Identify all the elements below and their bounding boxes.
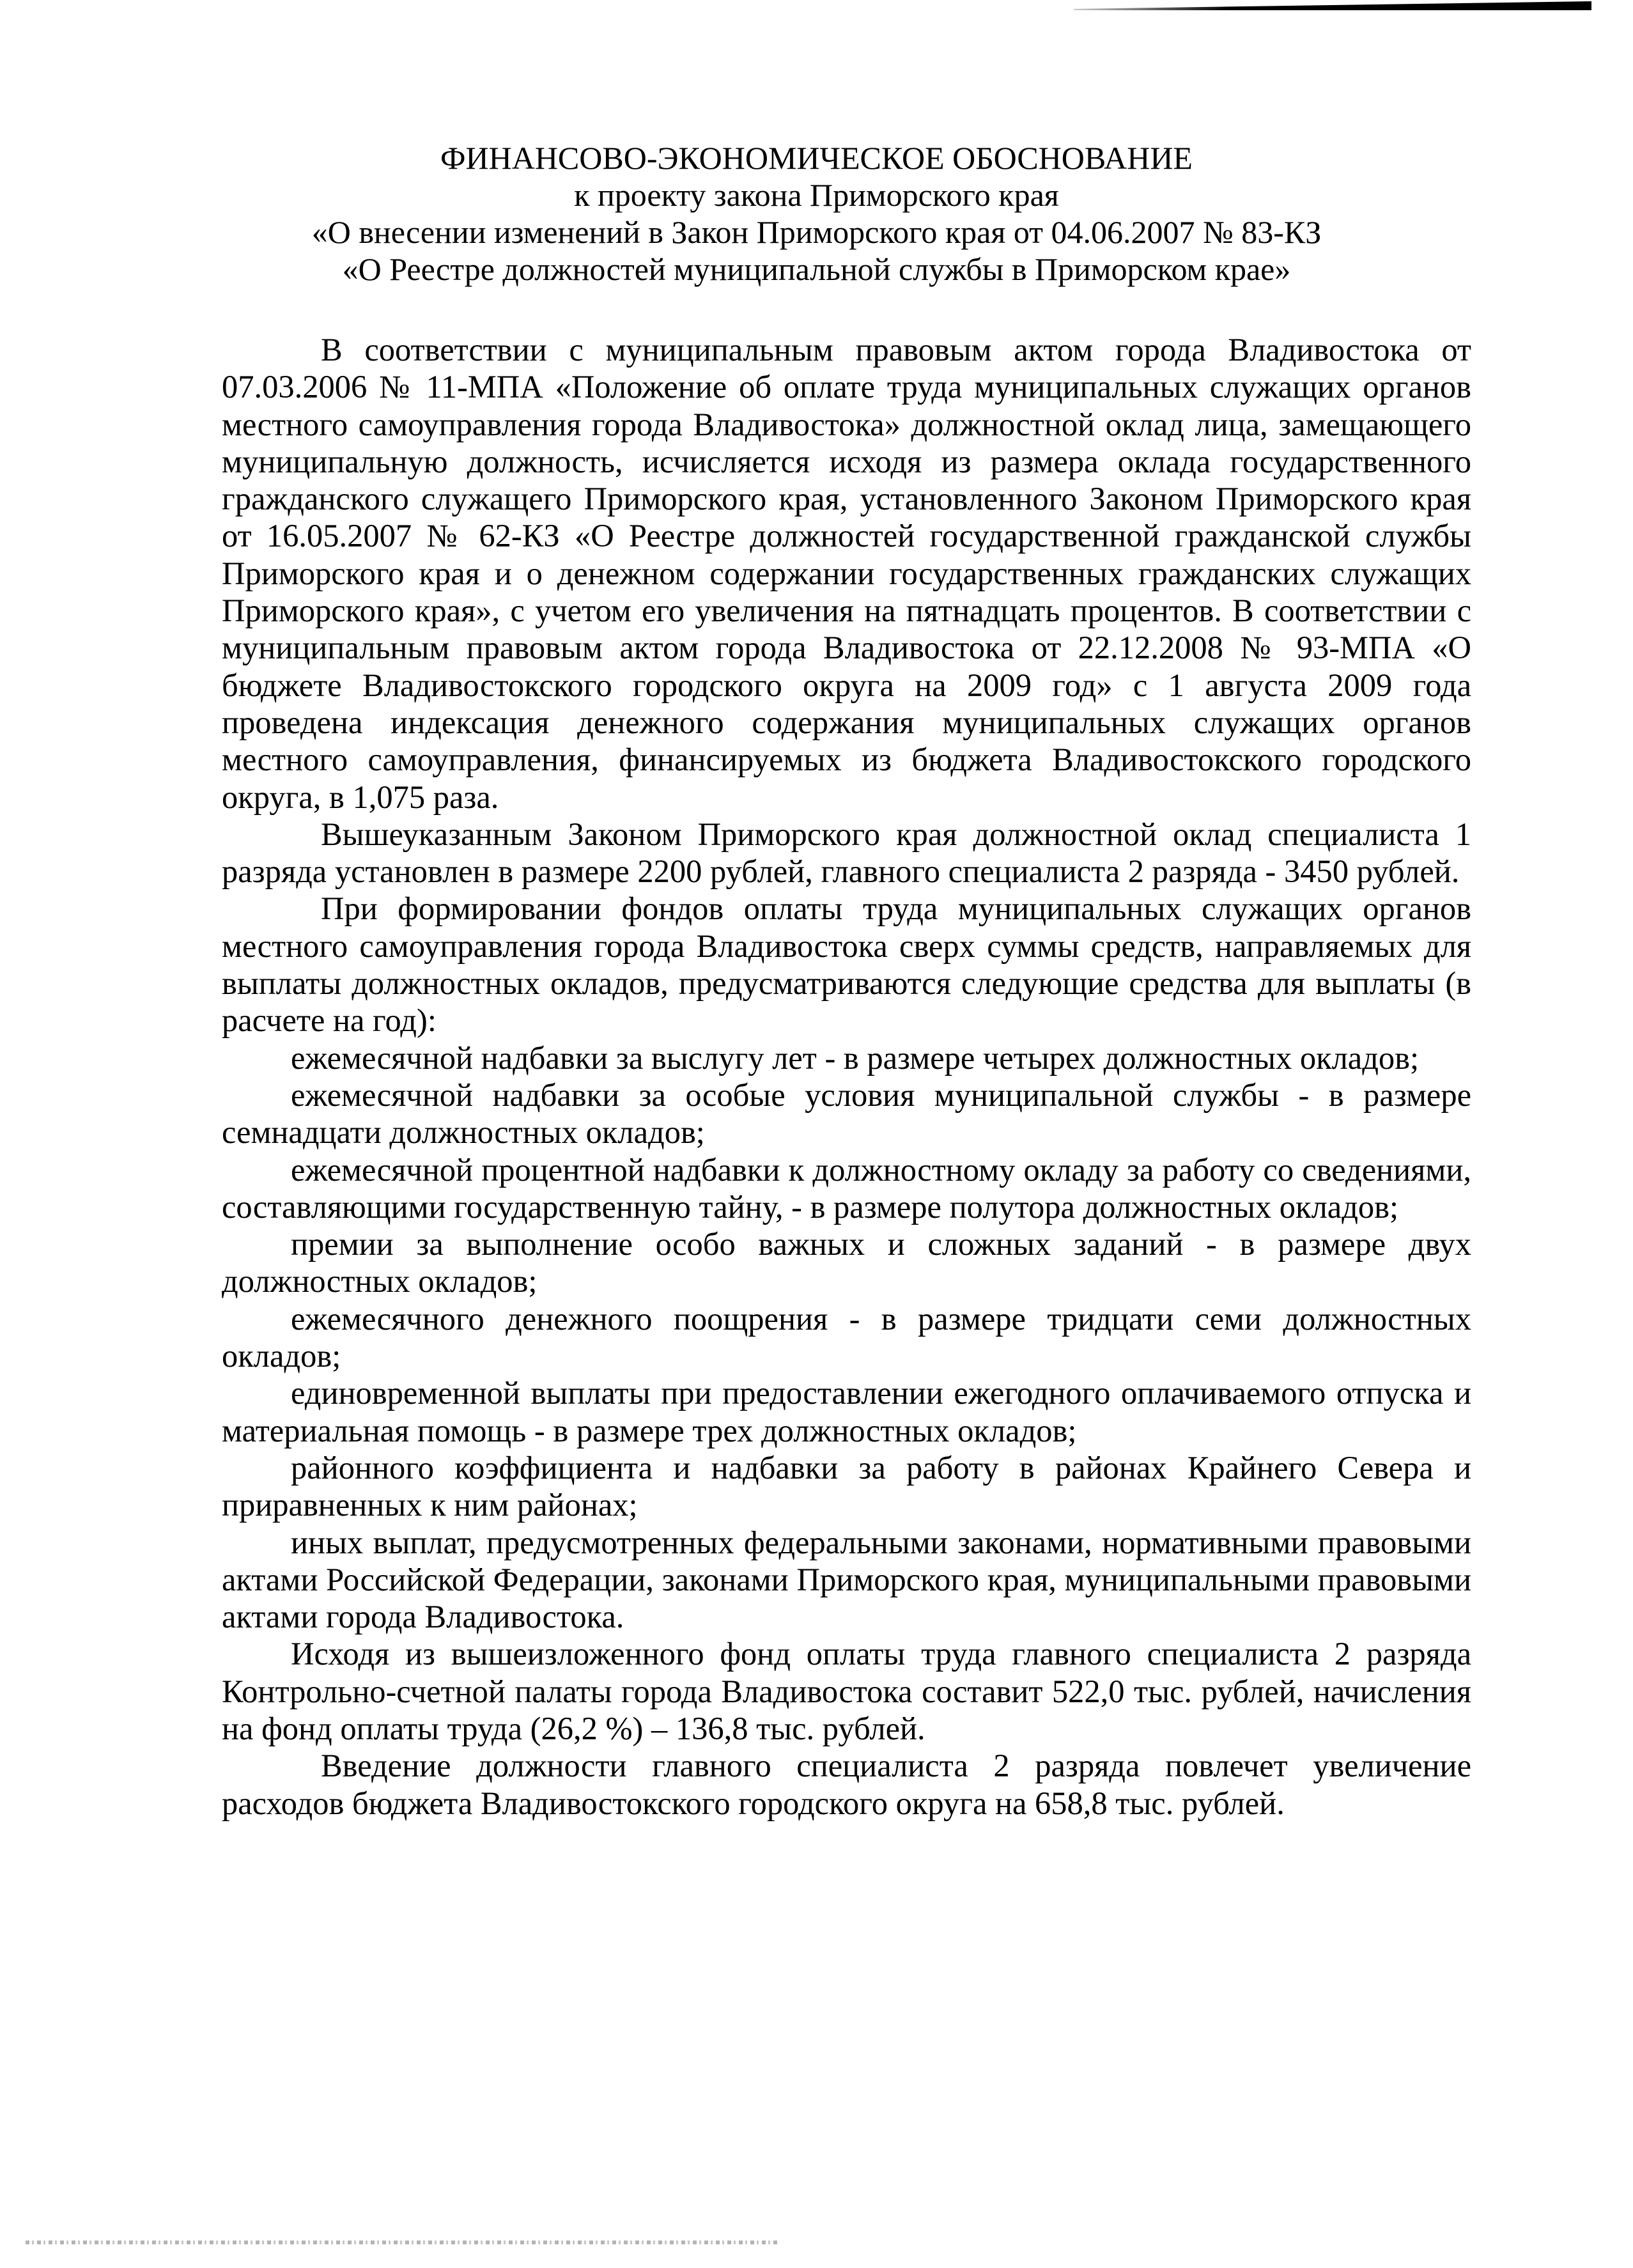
paragraph-fund-total: Исходя из вышеизложенного фонд оплаты труда главного специалиста 2 разряда Контрольно-счетной палаты города Владивостока составит 522,0 тыс. рублей, начисления на фонд оплаты труда (26,2 %) – 136,8 тыс. рублей. <box>222 1636 1471 1746</box>
list-item: иных выплат, предусмотренных федеральными законами, нормативными правовыми актами Российской Федерации, законами Приморского края, муниципальными правовыми актами города Владивостока. <box>222 1524 1471 1635</box>
scan-artifact-dots <box>26 2241 780 2244</box>
list-item: единовременной выплаты при предоставлении ежегодного оплачиваемого отпуска и материальная помощь - в размере трех должностных окладов; <box>222 1375 1471 1449</box>
document-title: ФИНАНСОВО-ЭКОНОМИЧЕСКОЕ ОБОСНОВАНИЕ <box>440 140 1193 176</box>
scan-artifact-bar <box>1074 1 1591 10</box>
list-item: премии за выполнение особо важных и сложных заданий - в размере двух должностных окладов; <box>222 1226 1471 1300</box>
document-body <box>222 331 1471 1822</box>
document-subtitle: к проекту закона Приморского края <box>574 177 1059 213</box>
law-reference-line: «О внесении изменений в Закон Приморского края от 04.06.2007 № 83-КЗ <box>311 214 1322 250</box>
list-item: ежемесячной надбавки за выслугу лет - в размере четырех должностных окладов; <box>291 1039 1420 1076</box>
paragraph-legal-basis: В соответствии с муниципальным правовым актом города Владивостока от 07.03.2006 № 11-МПА «Положение об оплате труда муниципальных служащих органов местного самоуправления города Владивостока» должностной оклад лица, замещающего муниципальную должность, исчисляется исходя из размера оклада государственного гражданского служащего Приморского края, установленного Законом Приморского края от 16.05.2007 № 62-КЗ «О Реестре должностей государственной гражданской службы Приморского края и о денежном содержании государственных гражданских служащих Приморского края», с учетом его увеличения на пятнадцать процентов. В соответствии с муниципальным правовым актом города Владивостока от 22.12.2008 № 93-МПА «О бюджете Владивостокского городского округа на 2009 год» с 1 августа 2009 года проведена индексация денежного содержания муниципальных служащих органов местного самоуправления, финансируемых из бюджета Владивостокского городского округа, в 1,075 раза. <box>222 332 1471 815</box>
document-header <box>0 139 1633 288</box>
paragraph-salary-rates: Вышеуказанным Законом Приморского края должностной оклад специалиста 1 разряда установлен в размере 2200 рублей, главного специалиста 2 разряда - 3450 рублей. <box>222 816 1471 890</box>
list-item: ежемесячной процентной надбавки к должностному окладу за работу со сведениями, составляющими государственную тайну, - в размере полутора должностных окладов; <box>222 1151 1471 1225</box>
list-item: районного коэффициента и надбавки за работу в районах Крайнего Севера и приравненных к ним районах; <box>222 1449 1471 1523</box>
law-name-line: «О Реестре должностей муниципальной службы в Приморском крае» <box>342 251 1291 287</box>
list-item: ежемесячного денежного поощрения - в размере тридцати семи должностных окладов; <box>222 1300 1471 1374</box>
paragraph-budget-impact: Введение должности главного специалиста 2 разряда повлечет увеличение расходов бюджета Владивостокского городского округа на 658,8 тыс. рублей. <box>222 1748 1471 1821</box>
list-item: ежемесячной надбавки за особые условия муниципальной службы - в размере семнадцати должностных окладов; <box>222 1076 1471 1151</box>
paragraph-payroll-funds: При формировании фондов оплаты труда муниципальных служащих органов местного самоуправления города Владивостока сверх суммы средств, направляемых для выплаты должностных окладов, предусматриваются следующие средства для выплаты (в расчете на год): <box>222 890 1471 1039</box>
